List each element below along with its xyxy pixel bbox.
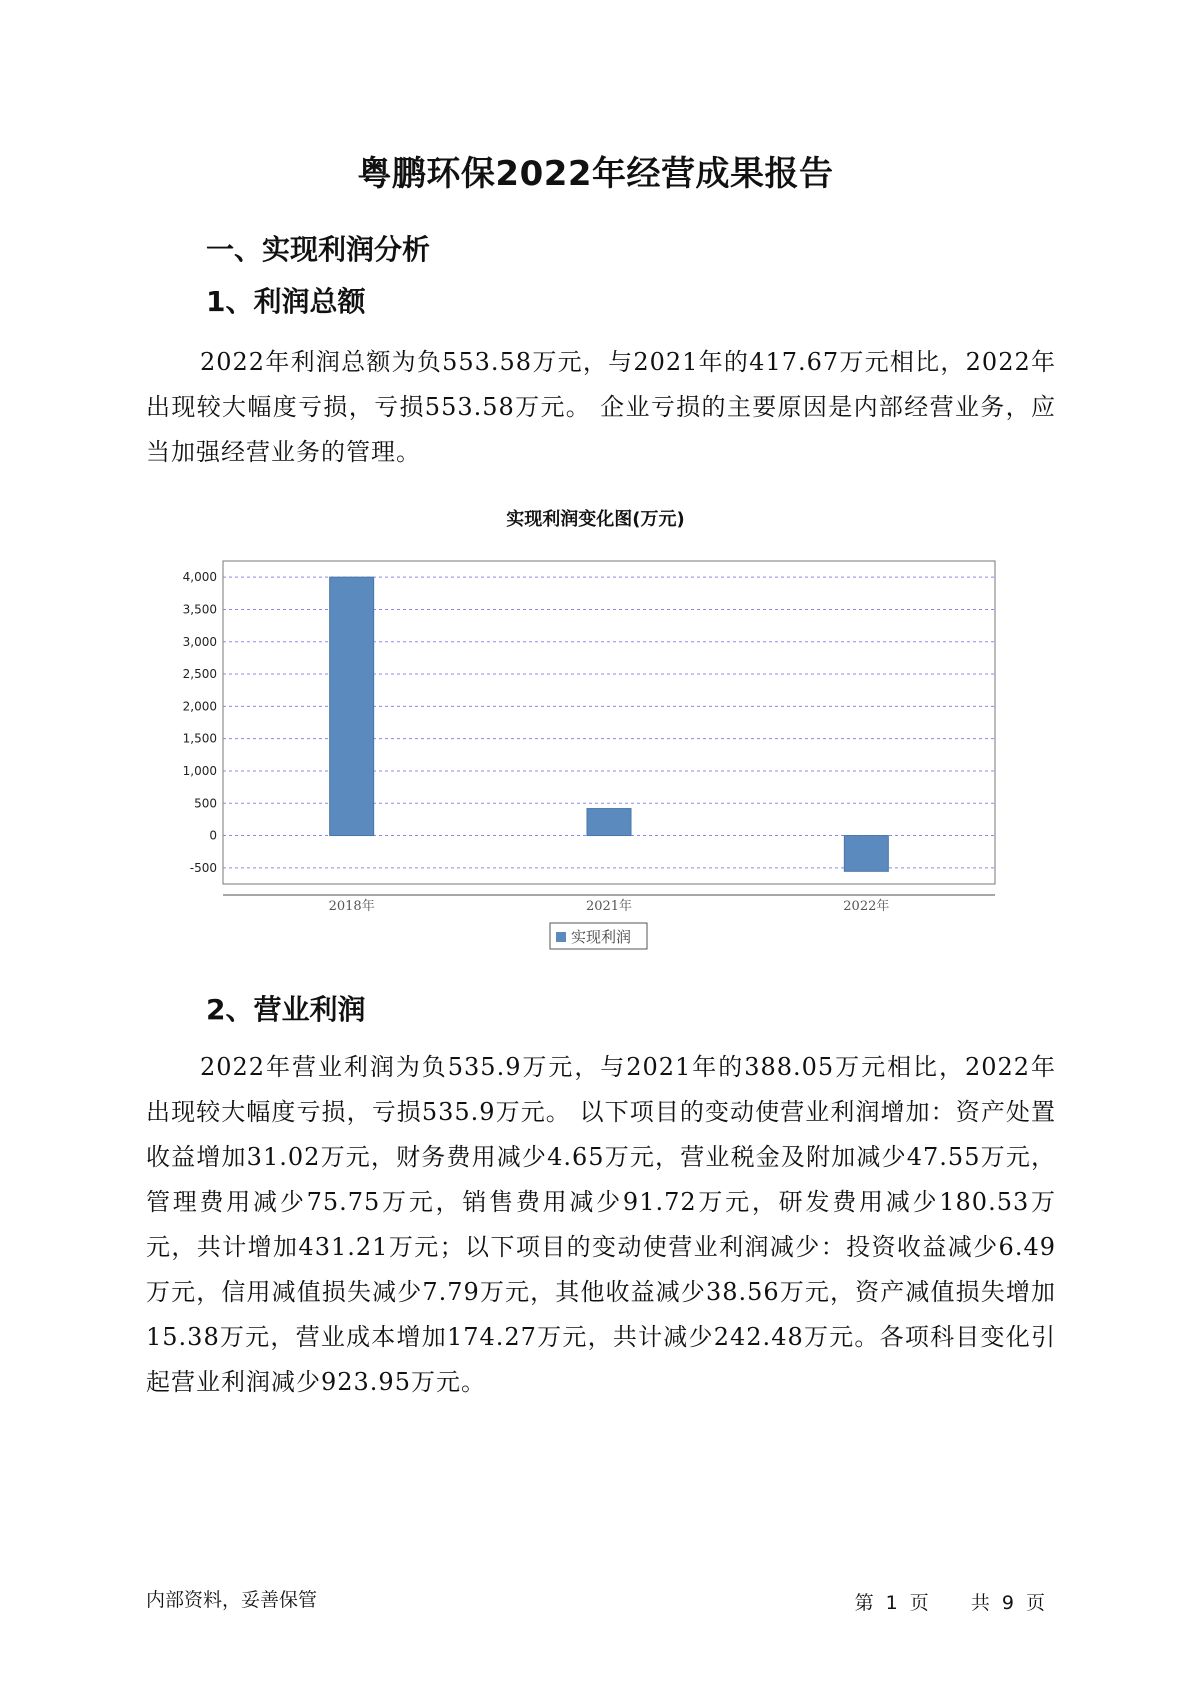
page-number: 1 xyxy=(885,1592,898,1614)
paragraph-operating-profit: 2022年营业利润为负535.9万元，与2021年的388.05万元相比，2022年出现较大幅度亏损，亏损535.9万元。 以下项目的变动使营业利润增加：资产处置收益增加31.02万元，财务费用减少4.65万元，营业税金及附加减少47.55万元，管理费用减少75.75万元，销售费用减少91.72万元，研发费用减少180.53万元，共计增加431.21万元；以下项目的变动使营业利润减少：投资收益减少6.49万元，信用减值损失减少7.79万元，其他收益减少38.56万元，资产减值损失增加15.38万元，营业成本增加174.27万元，共计减少242.48万元。各项科目变化引起营业利润减少923.95万元。 xyxy=(146,1053,1056,1396)
document-title: 粤鹏环保2022年经营成果报告 xyxy=(357,154,834,194)
bar xyxy=(844,836,888,872)
bar xyxy=(330,577,374,835)
y-tick-label: 4,000 xyxy=(182,570,217,585)
subheading-operating-profit: 2、营业利润 xyxy=(206,993,366,1026)
profit-bar-chart xyxy=(160,540,1040,960)
legend-label: 实现利润 xyxy=(571,928,632,946)
paragraph-total-profit: 2022年利润总额为负553.58万元，与2021年的417.67万元相比，2022年出现较大幅度亏损，亏损553.58万元。 企业亏损的主要原因是内部经营业务，应当加强经营业务的管理。 xyxy=(146,348,1056,466)
total-pages: 9 xyxy=(1001,1592,1014,1614)
y-tick-label: 0 xyxy=(209,828,217,843)
y-tick-label: 500 xyxy=(194,796,217,811)
bar xyxy=(587,809,631,836)
y-tick-label: 3,000 xyxy=(182,634,217,649)
y-tick-label: 2,500 xyxy=(182,667,217,682)
footer-page-indicator xyxy=(849,1588,1051,1615)
y-tick-labels xyxy=(183,570,217,875)
total-unit: 页 xyxy=(1025,1592,1045,1614)
section-heading-profit-analysis: 一、实现利润分析 xyxy=(206,233,431,266)
y-tick-label: 2,000 xyxy=(182,699,217,714)
total-prefix: 共 xyxy=(970,1592,990,1614)
y-tick-label: 1,000 xyxy=(182,763,217,778)
legend-swatch xyxy=(556,932,566,942)
x-tick-labels xyxy=(329,898,890,914)
page-prefix: 第 xyxy=(854,1592,874,1614)
legend xyxy=(550,923,647,949)
y-tick-label: 3,500 xyxy=(182,602,217,617)
y-tick-label: -500 xyxy=(189,860,217,875)
x-tick-label: 2018年 xyxy=(328,899,375,914)
y-tick-label: 1,500 xyxy=(182,731,217,746)
x-tick-label: 2022年 xyxy=(843,899,890,914)
chart-title: 实现利润变化图(万元) xyxy=(506,509,685,530)
footer-confidential-note: 内部资料，妥善保管 xyxy=(146,1589,318,1611)
subheading-total-profit: 1、利润总额 xyxy=(206,285,366,318)
x-tick-label: 2021年 xyxy=(585,899,633,914)
page-unit: 页 xyxy=(909,1592,929,1614)
